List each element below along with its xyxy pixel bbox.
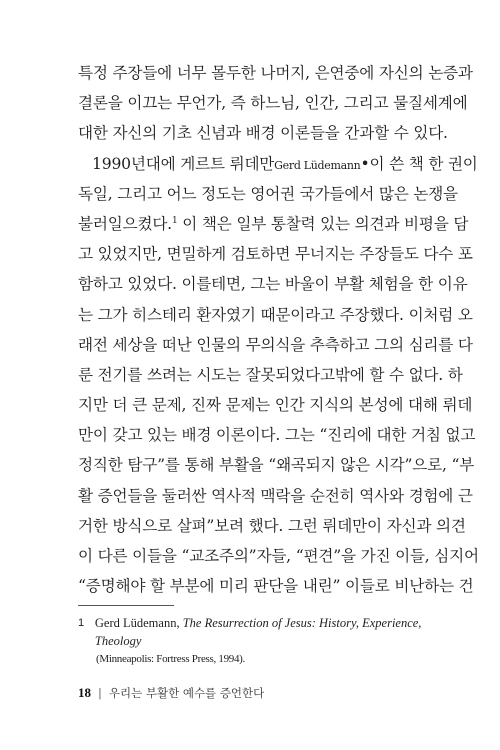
text-line	[78, 209, 469, 239]
text-line: 대한 자신의 기초 신념과 배경 이론들을 간과할 수 있다.	[78, 124, 448, 143]
body-text	[78, 58, 479, 601]
footnote-divider	[78, 605, 174, 606]
text-line: 는 그가 히스테리 환자였기 때문이라고 주장했다. 이처럼 오	[78, 305, 473, 324]
footnote-reference[interactable]: 1	[171, 215, 178, 226]
footnote-number: 1	[78, 617, 85, 629]
text-line: 특정 주장들에 너무 몰두한 나머지, 은연중에 자신의 논증과	[78, 64, 473, 82]
text-line: 만이 갖고 있는 배경 이론이다. 그는 “진리에 대한 거침 없고	[78, 426, 476, 445]
text-line: 거한 방식으로 살펴”보려 했다. 그런 뤼데만이 자신과 의견	[78, 516, 466, 535]
text-segment: 불러일으켰다.	[78, 214, 172, 233]
page-footer	[78, 685, 264, 701]
footnote-entry	[78, 614, 448, 650]
page-number: 18	[78, 685, 91, 700]
text-line: 룬 전기를 쓰려는 시도는 잘못되었다고밖에 할 수 없다. 하	[78, 365, 463, 384]
footer-separator: |	[98, 686, 102, 700]
text-line: 고 있었지만, 면밀하게 검토하면 무너지는 주장들도 다수 포	[78, 245, 473, 264]
text-line: 독일, 그리고 어느 정도는 영어권 국가들에서 많은 논쟁을	[78, 184, 458, 203]
footnote-title: The Resurrection of Jesus: History, Experience, Theology	[94, 616, 422, 648]
footnote-publication: (Minneapolis: Fortress Press, 1994).	[96, 653, 245, 665]
text-line: 정직한 탐구”를 통해 부활을 “왜곡되지 않은 시각”으로, “부	[78, 456, 475, 475]
text-line: “증명해야 할 부분에 미리 판단을 내린” 이들로 비난하는 건	[78, 577, 474, 596]
text-segment: 이 책은 일부 통찰력 있는 의견과 비평을 담	[177, 214, 469, 233]
text-line: 결론을 이끄는 무언가, 즉 하느님, 인간, 그리고 물질세계에	[78, 94, 468, 113]
text-line: 지만 더 큰 문제, 진짜 문제는 인간 지식의 본성에 대해 뤼데	[78, 396, 473, 415]
footnote-author: Gerd Lüdemann,	[94, 616, 183, 630]
text-segment: 1990년대에 게르트 뤼데만	[92, 154, 275, 173]
running-title: 우리는 부활한 예수를 증언한다	[108, 686, 265, 700]
footnote	[78, 614, 448, 668]
text-segment: •이 쓴 책 한 권이	[360, 154, 478, 173]
text-line: 이 다른 이들을 “교조주의”자들, “편견”을 가진 이들, 심지어	[78, 547, 479, 565]
text-line: 활 증언들을 둘러싼 역사적 맥락을 순전히 역사와 경험에 근	[78, 486, 473, 505]
text-line: 래전 세상을 떠난 인물의 무의식을 추측하고 그의 심리를 다	[78, 335, 473, 354]
text-line	[78, 149, 478, 179]
footnote-citation	[95, 614, 448, 650]
original-name: Gerd Lüdemann	[274, 158, 361, 172]
text-line: 함하고 있었다. 이를테면, 그는 바울이 부활 체험을 한 이유	[78, 275, 468, 294]
